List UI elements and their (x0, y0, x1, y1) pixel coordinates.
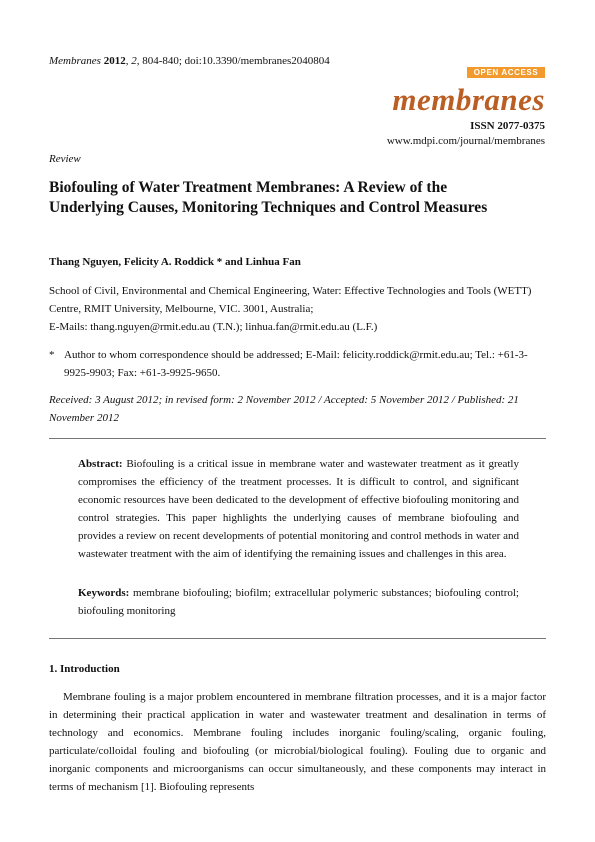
article-type: Review (49, 153, 81, 165)
open-access-badge: OPEN ACCESS (467, 67, 545, 78)
correspondence-note (49, 346, 549, 382)
author-list: Thang Nguyen, Felicity A. Roddick * and Linhua Fan (49, 256, 301, 268)
publication-dates: Received: 3 August 2012; in revised form: 2 November 2012 / Accepted: 5 November 2012 / Published: 21 November 2012 (49, 394, 519, 424)
abstract-text: Biofouling is a critical issue in membrane water and wastewater treatment as it greatly compromises the efficiency of the treatment processes. It is difficult to control, and significant economic resources have been dedicated to the development of effective biofouling monitoring and control strategies. This paper highlights the underlying causes of membrane biofouling and provides a review on recent developments of potential monitoring and control methods in water and wastewater treatment with the aim of identifying the remaining issues and challenges in this area. (78, 458, 519, 560)
section-body-text: Membrane fouling is a major problem encountered in membrane filtration processes, and it is a major factor in determining their practical application in water and wastewater treatment and desalination in terms of technology and economics. Membrane fouling includes inorganic fouling/scaling, organic fouling, particulate/colloidal fouling and biofouling (or microbial/biological fouling). Fouling due to organic and inorganic components and microorganisms can occur simultaneously, and these components may interact in terms of mechanism [1]. Biofouling represents (49, 691, 546, 793)
keywords-label: Keywords: (78, 587, 130, 599)
keywords-text: membrane biofouling; biofilm; extracellular polymeric substances; biofouling control; biofouling monitoring (78, 587, 519, 617)
citation-year: 2012 (103, 55, 126, 67)
abstract (78, 455, 519, 563)
correspondence-star: * (49, 349, 55, 361)
citation-line (49, 55, 330, 67)
affiliation: School of Civil, Environmental and Chemical Engineering, Water: Effective Technologies and Tools (WETT) Centre, RMIT University, Melbourne, VIC. 3001, Australia; (49, 285, 532, 315)
issn: ISSN 2077-0375 (470, 120, 545, 132)
keywords (78, 584, 519, 620)
journal-logo: membranes (392, 82, 545, 117)
correspondence-text: Author to whom correspondence should be addressed; E-Mail: felicity.roddick@rmit.edu.au; Tel.: +61-3-9925-9903; Fax: +61-3-9925-9650. (64, 349, 528, 379)
citation-volume: 2 (131, 55, 137, 67)
divider-bottom (49, 638, 546, 639)
author-emails: E-Mails: thang.nguyen@rmit.edu.au (T.N.); linhua.fan@rmit.edu.au (L.F.) (49, 321, 378, 333)
divider-top (49, 438, 546, 439)
article-title: Biofouling of Water Treatment Membranes: A Review of the Underlying Causes, Monitoring Techniques and Control Measures (49, 179, 488, 216)
citation-pages-doi: , 804-840; doi:10.3390/membranes2040804 (136, 55, 330, 67)
citation-journal: Membranes (49, 55, 101, 67)
affiliation-block (49, 282, 549, 336)
section-heading: 1. Introduction (49, 663, 120, 675)
abstract-label: Abstract: (78, 458, 123, 470)
journal-url[interactable]: www.mdpi.com/journal/membranes (386, 135, 545, 147)
citation-sep: , (125, 55, 132, 67)
